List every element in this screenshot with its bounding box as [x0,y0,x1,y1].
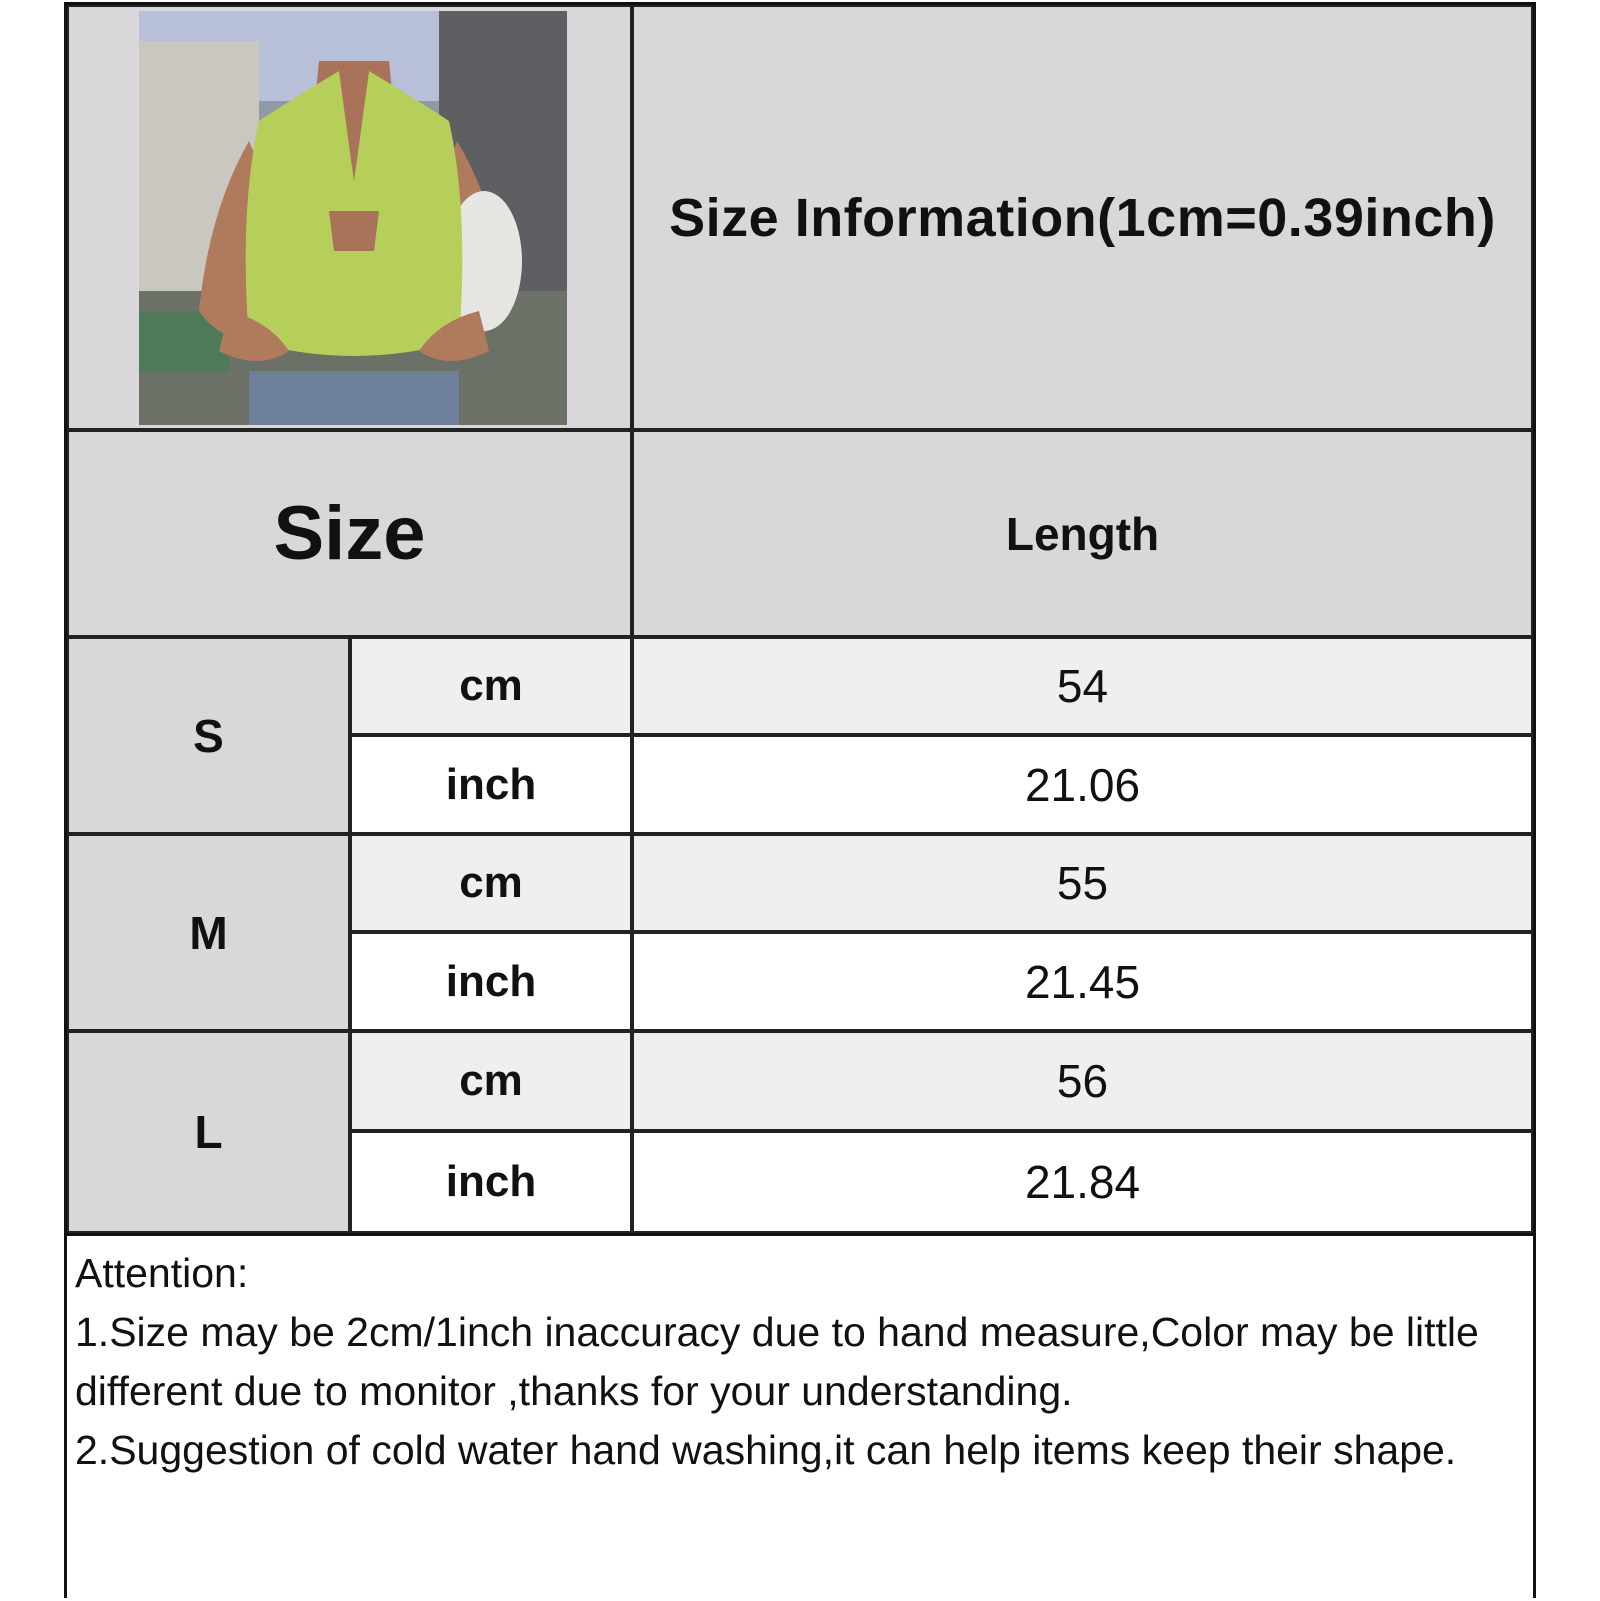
unit-label: inch [445,759,537,809]
size-column-header: Size [273,491,426,576]
length-value: 21.06 [1024,758,1141,811]
size-cell-m [67,834,350,1031]
value-cell [632,735,1533,834]
unit-cell [350,834,632,932]
size-label: L [194,1106,223,1158]
length-header-cell [632,430,1533,637]
length-value: 55 [1056,857,1109,909]
value-cell [632,637,1533,735]
unit-cell [350,637,632,735]
unit-label: inch [445,956,537,1006]
unit-cell [350,735,632,834]
size-cell-s [67,637,350,834]
unit-label: cm [459,661,523,710]
product-photo-cell [67,5,632,430]
unit-cell [350,1031,632,1131]
title-cell [632,5,1533,430]
size-label: S [193,709,224,762]
value-cell [632,932,1533,1031]
page-title: Size Information(1cm=0.39inch) [669,187,1496,248]
length-value: 56 [1056,1055,1109,1107]
attention-heading: Attention: [75,1250,249,1296]
unit-cell [350,932,632,1031]
size-chart-sheet [64,2,1536,1598]
unit-label: inch [445,1157,537,1206]
size-cell-l [67,1031,350,1233]
length-value: 54 [1056,660,1109,712]
value-cell [632,834,1533,932]
length-value: 21.45 [1024,955,1141,1008]
unit-label: cm [459,1056,523,1105]
product-photo-image [139,11,567,425]
value-cell [632,1031,1533,1131]
length-column-header: Length [1005,507,1160,560]
size-header-cell [67,430,632,637]
product-photo [139,11,567,425]
value-cell [632,1131,1533,1233]
attention-note-2: 2.Suggestion of cold water hand washing,it can help items keep their shape. [75,1427,1457,1473]
unit-label: cm [459,858,523,907]
length-value: 21.84 [1024,1156,1141,1208]
attention-note-1: 1.Size may be 2cm/1inch inaccuracy due to hand measure,Color may be little different due to monitor ,thanks for your understanding. [75,1309,1479,1414]
size-label: M [189,906,228,959]
attention-notes [67,1233,1533,1601]
unit-cell [350,1131,632,1233]
